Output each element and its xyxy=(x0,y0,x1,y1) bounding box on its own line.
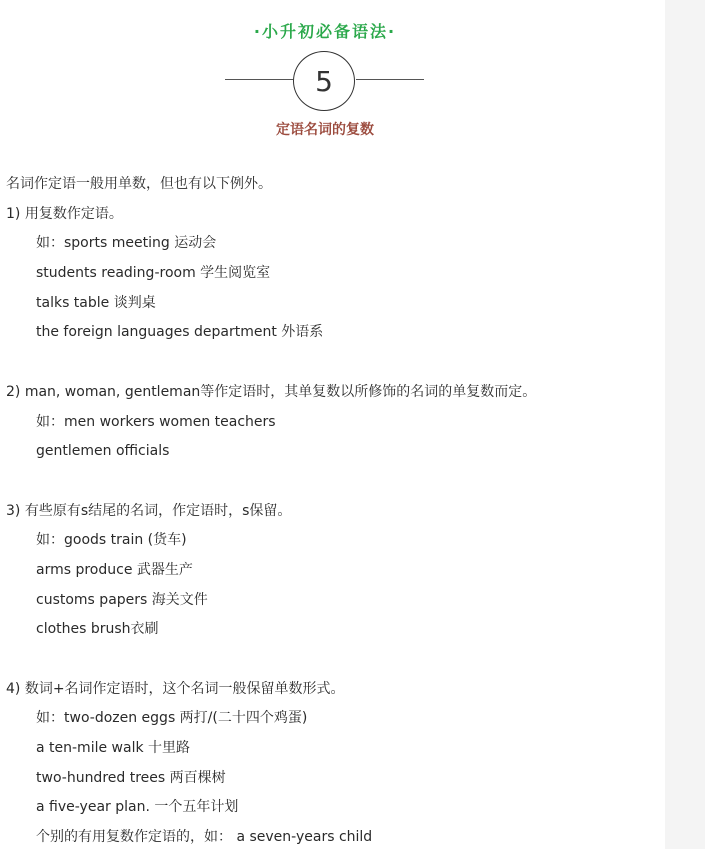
paragraph-line: 4) 数词+名词作定语时，这个名词一般保留单数形式。 xyxy=(6,680,345,697)
example-line: 个别的有用复数作定语的，如： a seven-years child xyxy=(36,829,373,846)
example-line: two-hundred trees 两百棵树 xyxy=(36,769,226,786)
example-line: gentlemen officials xyxy=(36,443,170,460)
divider-right xyxy=(356,79,424,80)
example-line: customs papers 海关文件 xyxy=(36,591,208,608)
page-margin xyxy=(665,0,705,849)
paragraph-line: 1) 用复数作定语。 xyxy=(6,205,123,222)
example-line: clothes brush衣刷 xyxy=(36,621,159,638)
blank-line xyxy=(6,348,646,378)
example-line: 如：sports meeting 运动会 xyxy=(36,235,217,252)
example-line: 如：two-dozen eggs 两打/(二十四个鸡蛋) xyxy=(36,710,308,727)
article-body xyxy=(6,170,646,853)
example-line: students reading-room 学生阅览室 xyxy=(36,265,271,282)
blank-line xyxy=(6,467,646,497)
example-line: the foreign languages department 外语系 xyxy=(36,324,324,341)
example-line: a five-year plan. 一个五年计划 xyxy=(36,799,239,816)
example-line: talks table 谈判桌 xyxy=(36,294,156,311)
example-line: a ten-mile walk 十里路 xyxy=(36,740,191,757)
section-number: 5 xyxy=(293,51,355,111)
example-line: 如：goods train (货车) xyxy=(36,532,187,549)
divider-left xyxy=(225,79,293,80)
example-line: 如：men workers women teachers xyxy=(36,413,276,430)
paragraph-line: 3) 有些原有s结尾的名词，作定语时，s保留。 xyxy=(6,502,292,519)
paragraph-line: 名词作定语一般用单数，但也有以下例外。 xyxy=(6,176,272,192)
series-title: ·小升初必备语法· xyxy=(253,22,397,41)
blank-line xyxy=(6,645,646,675)
example-line: arms produce 武器生产 xyxy=(36,561,193,578)
section-header xyxy=(0,0,660,150)
section-title: 定语名词的复数 xyxy=(276,122,374,138)
paragraph-line: 2) man, woman, gentleman等作定语时，其单复数以所修饰的名词的单复数而定。 xyxy=(6,383,537,400)
